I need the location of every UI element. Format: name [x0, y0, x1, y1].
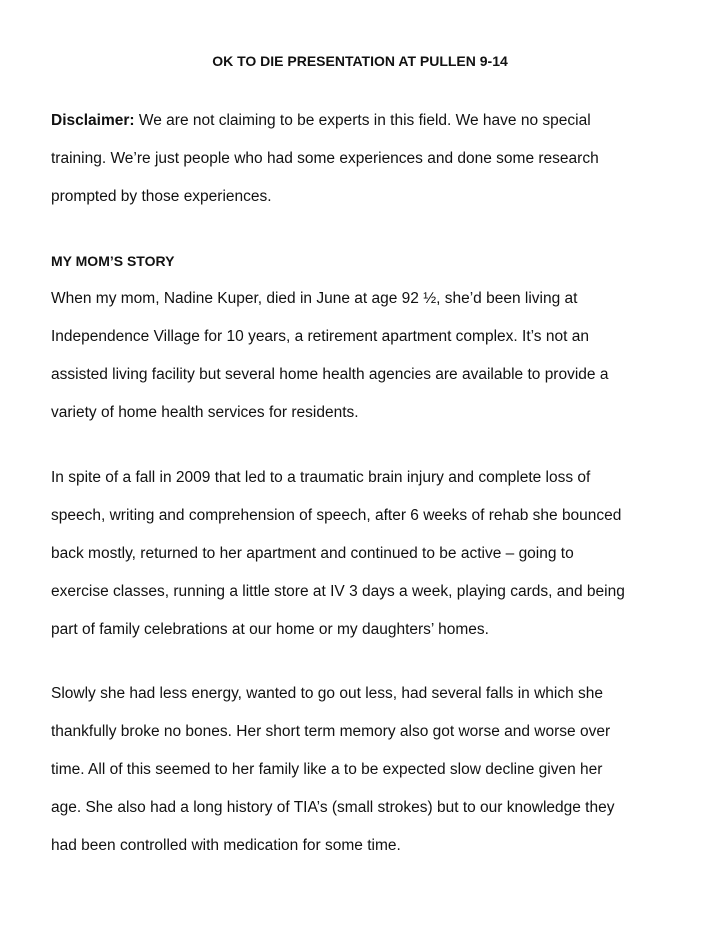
- disclaimer-line-1: [51, 111, 591, 131]
- paragraph-1-line-3: assisted living facility but several home health agencies are available to provide a: [51, 366, 609, 383]
- paragraph-3-line-1: Slowly she had less energy, wanted to go out less, had several falls in which she: [51, 685, 603, 702]
- paragraph-2-line-1: In spite of a fall in 2009 that led to a traumatic brain injury and complete loss of: [51, 469, 591, 486]
- disclaimer-line-3: prompted by those experiences.: [51, 188, 272, 205]
- paragraph-2-line-2: speech, writing and comprehension of speech, after 6 weeks of rehab she bounced: [51, 507, 622, 524]
- disclaimer-line-2: training. We’re just people who had some experiences and done some research: [51, 150, 599, 167]
- disclaimer-text-1: We are not claiming to be experts in this field. We have no special: [134, 112, 591, 129]
- paragraph-3-line-5: had been controlled with medication for some time.: [51, 837, 401, 854]
- paragraph-2-line-5: part of family celebrations at our home or my daughters’ homes.: [51, 621, 489, 638]
- paragraph-2-line-4: exercise classes, running a little store at IV 3 days a week, playing cards, and being: [51, 583, 625, 600]
- paragraph-1-line-4: variety of home health services for residents.: [51, 404, 359, 421]
- paragraph-3-line-3: time. All of this seemed to her family like a to be expected slow decline given her: [51, 761, 603, 778]
- section-heading: MY MOM’S STORY: [51, 253, 175, 269]
- disclaimer-label: Disclaimer:: [51, 112, 135, 129]
- document-title: OK TO DIE PRESENTATION AT PULLEN 9-14: [212, 53, 508, 69]
- paragraph-3-line-4: age. She also had a long history of TIA’s (small strokes) but to our knowledge they: [51, 799, 615, 816]
- paragraph-1-line-1: When my mom, Nadine Kuper, died in June at age 92 ½, she’d been living at: [51, 290, 578, 307]
- paragraph-3-line-2: thankfully broke no bones. Her short term memory also got worse and worse over: [51, 723, 611, 740]
- paragraph-2-line-3: back mostly, returned to her apartment and continued to be active – going to: [51, 545, 574, 562]
- paragraph-1-line-2: Independence Village for 10 years, a retirement apartment complex. It’s not an: [51, 328, 589, 345]
